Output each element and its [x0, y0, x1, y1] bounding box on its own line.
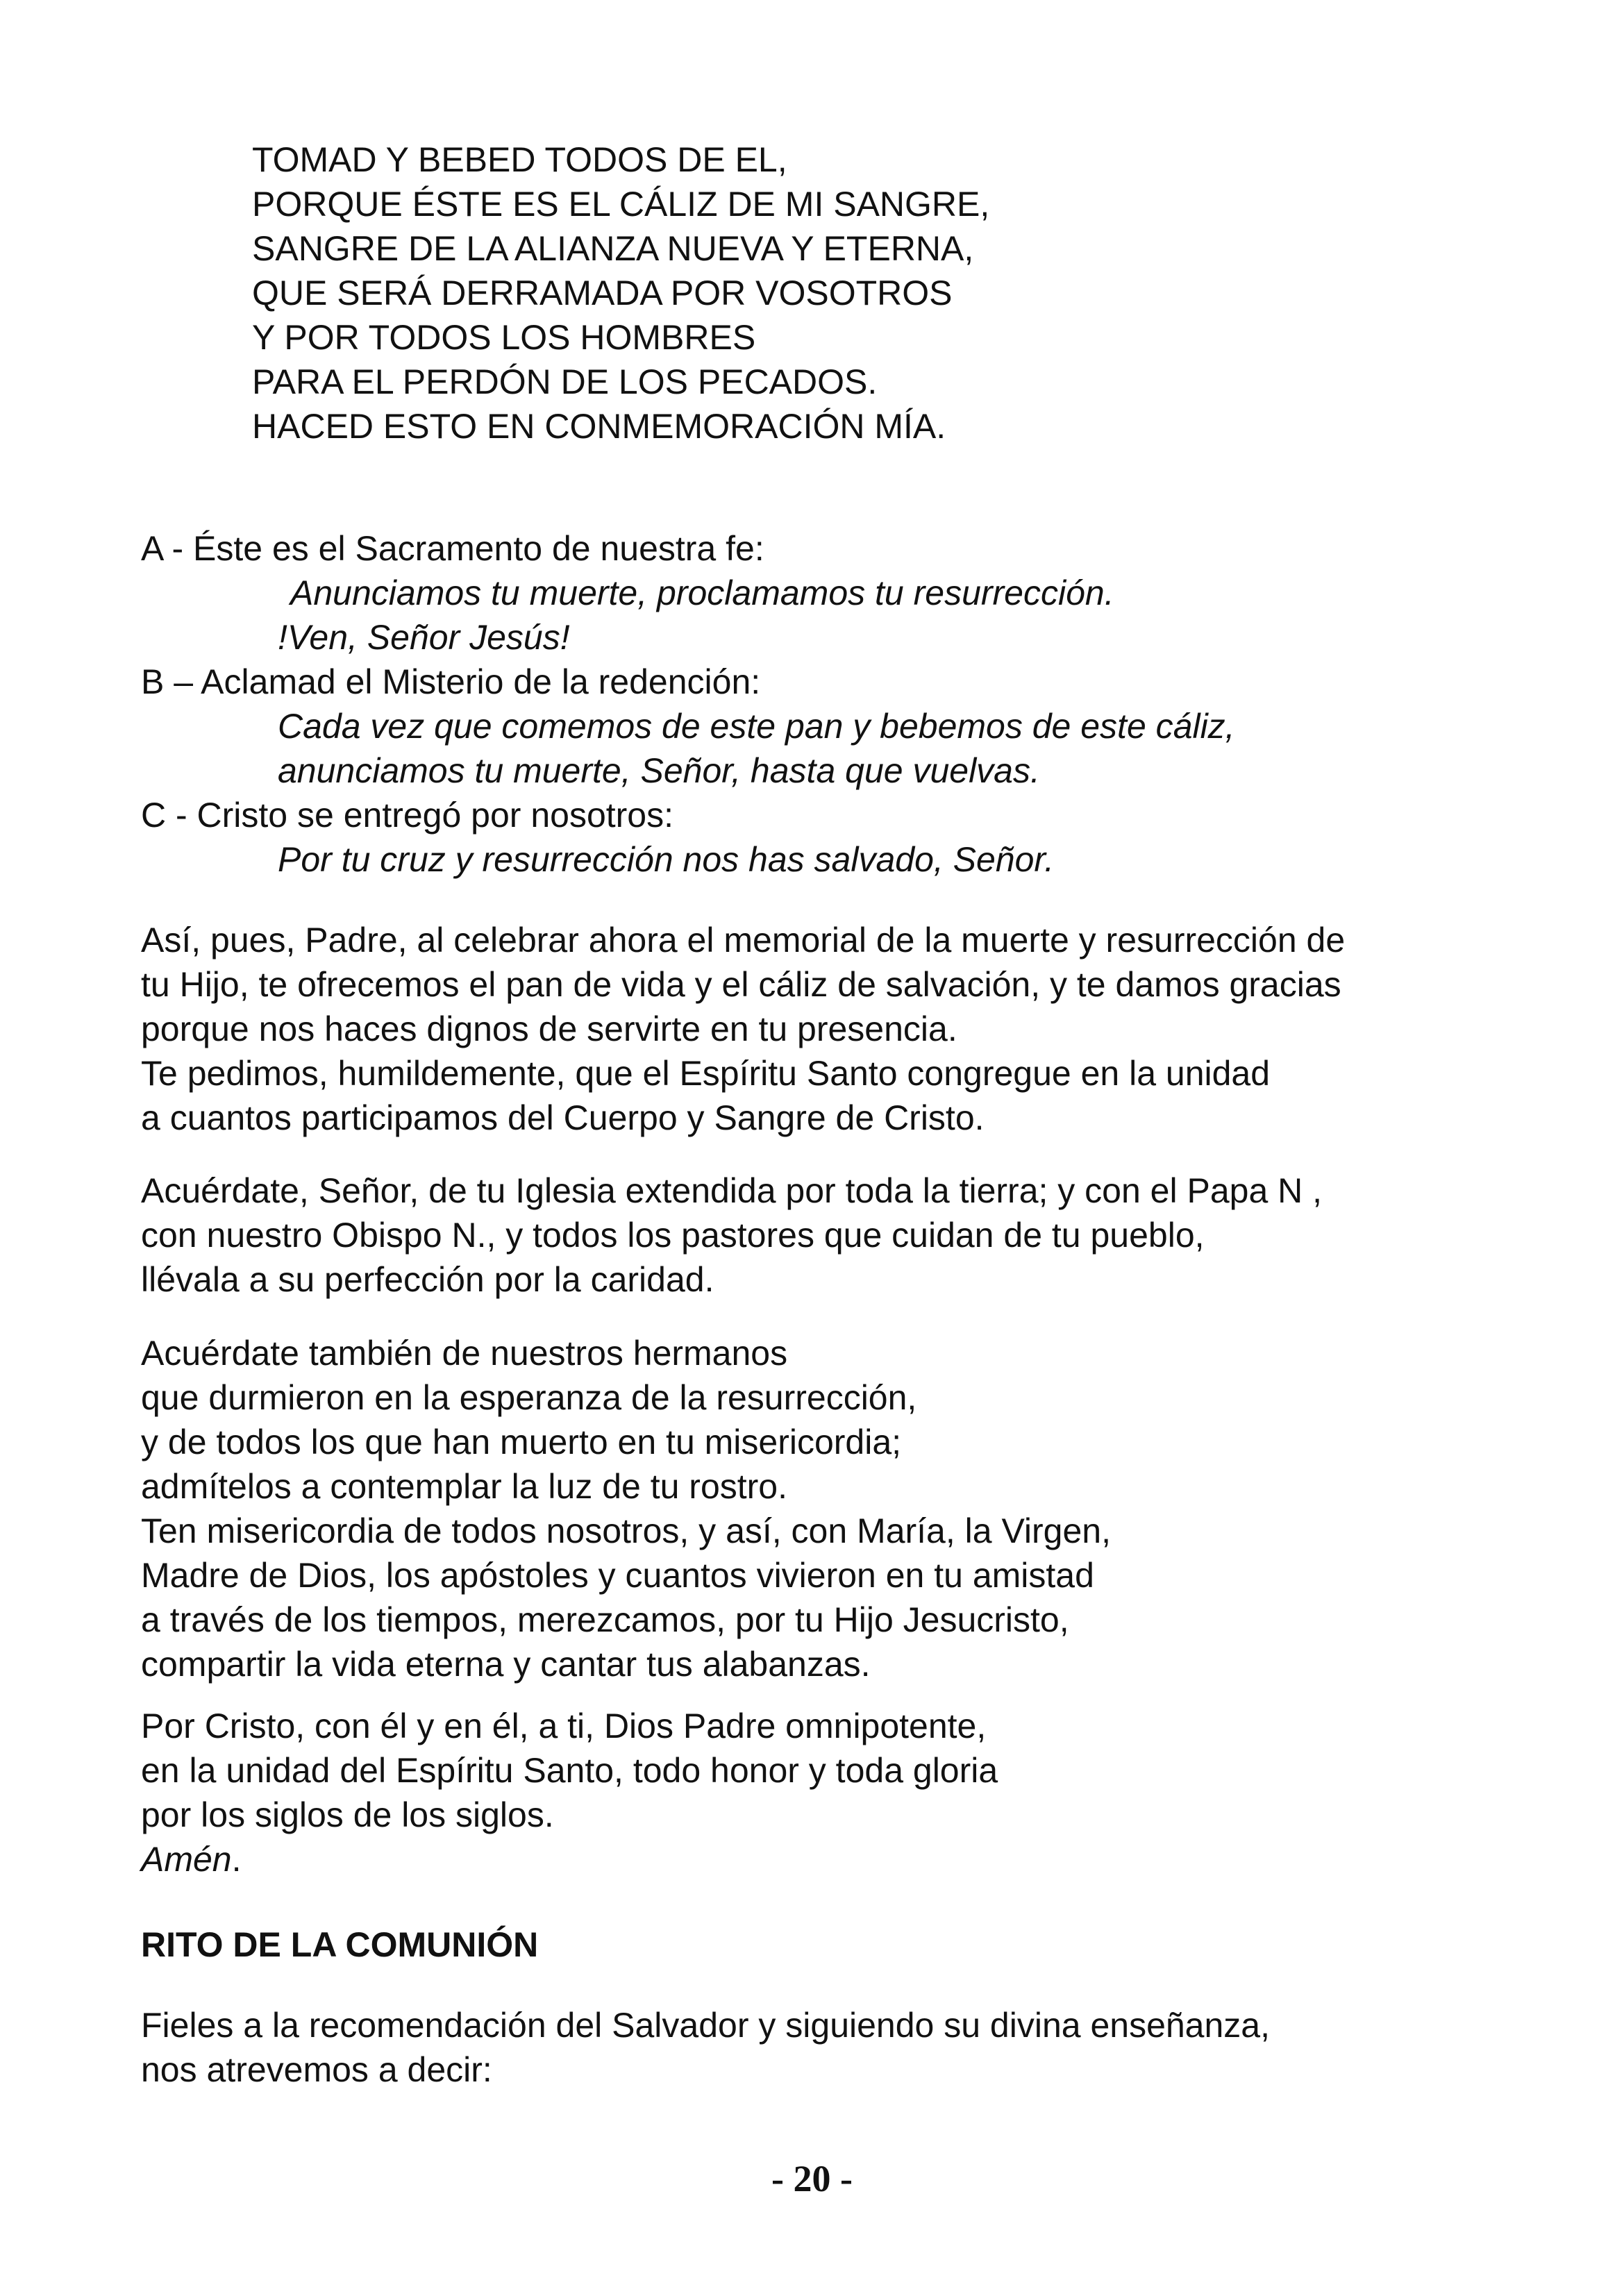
- paragraph-communion-intro: [141, 2003, 1270, 2092]
- consecration-line: PARA EL PERDÓN DE LOS PECADOS.: [252, 362, 878, 401]
- text-line: compartir la vida eterna y cantar tus alabanzas.: [141, 1645, 871, 1684]
- consecration-line: QUE SERÁ DERRAMADA POR VOSOTROS: [252, 274, 953, 312]
- paragraph-doxology: [141, 1704, 998, 1882]
- text-line: Madre de Dios, los apóstoles y cuantos vivieron en tu amistad: [141, 1556, 1094, 1595]
- text-line: nos atrevemos a decir:: [141, 2050, 492, 2089]
- text-line: tu Hijo, te ofrecemos el pan de vida y el cáliz de salvación, y te damos gracias: [141, 965, 1341, 1004]
- paragraph-anamnesis: [141, 918, 1345, 1140]
- page-number: - 20 -: [771, 2158, 853, 2199]
- paragraph-church: [141, 1168, 1322, 1302]
- text-line: Te pedimos, humildemente, que el Espíritu Santo congregue en la unidad: [141, 1054, 1271, 1093]
- paragraph-departed: [141, 1331, 1111, 1686]
- acclamation-a-response: !Ven, Señor Jesús!: [278, 618, 570, 657]
- consecration-line: PORQUE ÉSTE ES EL CÁLIZ DE MI SANGRE,: [252, 185, 990, 224]
- text-line: Fieles a la recomendación del Salvador y siguiendo su divina enseñanza,: [141, 2006, 1271, 2045]
- acclamation-c-response: Por tu cruz y resurrección nos has salvado, Señor.: [278, 840, 1055, 879]
- text-line: a cuantos participamos del Cuerpo y Sangre de Cristo.: [141, 1098, 985, 1137]
- amen-line: [141, 1837, 998, 1882]
- acclamation-b-response: Cada vez que comemos de este pan y bebemos de este cáliz,: [278, 707, 1235, 746]
- memorial-acclamations: [141, 526, 1235, 882]
- text-line: con nuestro Obispo N., y todos los pastores que cuidan de tu pueblo,: [141, 1216, 1205, 1255]
- amen-text: Amén: [141, 1840, 232, 1879]
- section-heading: RITO DE LA COMUNIÓN: [141, 1925, 539, 1964]
- acclamation-a-intro: A - Éste es el Sacramento de nuestra fe:: [141, 529, 764, 568]
- text-line: a través de los tiempos, merezcamos, por tu Hijo Jesucristo,: [141, 1600, 1069, 1639]
- text-line: en la unidad del Espíritu Santo, todo honor y toda gloria: [141, 1751, 998, 1790]
- acclamation-c-intro: C - Cristo se entregó por nosotros:: [141, 796, 673, 835]
- text-line: Por Cristo, con él y en él, a ti, Dios Padre omnipotente,: [141, 1707, 987, 1745]
- text-line: por los siglos de los siglos.: [141, 1795, 554, 1834]
- text-line: Acuérdate, Señor, de tu Iglesia extendida por toda la tierra; y con el Papa N ,: [141, 1171, 1323, 1210]
- text-line: que durmieron en la esperanza de la resurrección,: [141, 1378, 917, 1417]
- text-line: Así, pues, Padre, al celebrar ahora el memorial de la muerte y resurrección de: [141, 921, 1346, 960]
- text-line: Ten misericordia de todos nosotros, y así, con María, la Virgen,: [141, 1511, 1111, 1550]
- text-line: y de todos los que han muerto en tu misericordia;: [141, 1423, 902, 1461]
- consecration-line: HACED ESTO EN CONMEMORACIÓN MÍA.: [252, 407, 946, 446]
- consecration-line: SANGRE DE LA ALIANZA NUEVA Y ETERNA,: [252, 229, 974, 268]
- amen-period: .: [231, 1840, 242, 1879]
- acclamation-a-response: Anunciamos tu muerte, proclamamos tu resurrección.: [290, 573, 1114, 612]
- acclamation-b-response: anunciamos tu muerte, Señor, hasta que vuelvas.: [278, 751, 1040, 790]
- acclamation-b-intro: B – Aclamad el Misterio de la redención:: [141, 662, 761, 701]
- consecration-line: TOMAD Y BEBED TODOS DE EL,: [252, 140, 787, 179]
- consecration-words: [252, 137, 989, 449]
- text-line: llévala a su perfección por la caridad.: [141, 1260, 714, 1299]
- text-line: Acuérdate también de nuestros hermanos: [141, 1334, 788, 1373]
- text-line: admítelos a contemplar la luz de tu rostro.: [141, 1467, 788, 1506]
- text-line: porque nos haces dignos de servirte en tu presencia.: [141, 1009, 957, 1048]
- consecration-line: Y POR TODOS LOS HOMBRES: [252, 318, 756, 357]
